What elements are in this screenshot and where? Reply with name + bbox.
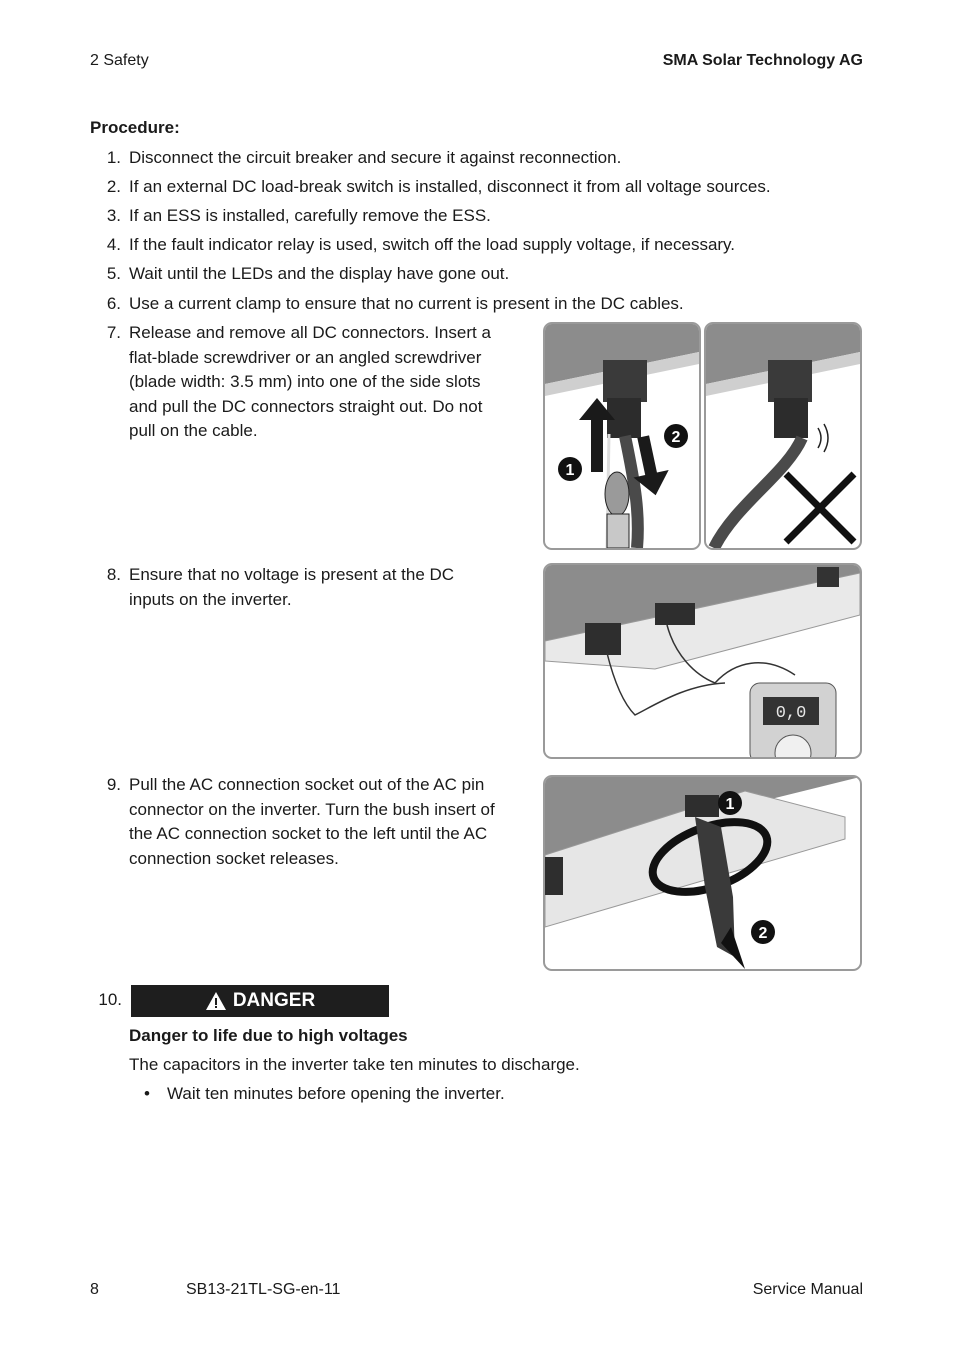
marker-2: 2 [671, 429, 681, 446]
step-line: inputs on the inverter. [129, 589, 292, 609]
bullet-icon: • [144, 1084, 150, 1103]
step-text [129, 321, 491, 444]
footer-doc-id: SB13-21TL-SG-en-11 [186, 1281, 341, 1298]
illustration-ac-socket [543, 775, 862, 971]
marker-1: 1 [725, 796, 735, 813]
header-section: 2 Safety [90, 52, 149, 69]
step-number: 2. [106, 177, 121, 196]
illustration-do-not-pull-cable [704, 322, 862, 550]
step-number: 1. [106, 148, 121, 167]
step-line: (blade width: 3.5 mm) into one of the side slots [129, 372, 481, 391]
step-number: 7. [106, 323, 121, 342]
step-number: 9. [106, 775, 121, 794]
illustration-voltage-test [543, 563, 862, 759]
step-line: connection socket releases. [129, 848, 339, 868]
marker-1: 1 [565, 462, 575, 479]
step-line: and pull the DC connectors straight out. Do not [129, 396, 483, 416]
step-text: Disconnect the circuit breaker and secure it against reconnection. [129, 148, 622, 167]
step-number: 4. [106, 235, 121, 254]
illustration-release-dc-connector [543, 322, 701, 550]
step-text: Use a current clamp to ensure that no current is present in the DC cables. [129, 294, 684, 313]
procedure-label: Procedure: [90, 118, 180, 137]
danger-label: DANGER [232, 990, 316, 1011]
danger-banner [131, 985, 389, 1017]
step-line: Ensure that no voltage is present at the DC [129, 565, 455, 584]
footer-doc-type: Service Manual [752, 1281, 863, 1298]
step-line: flat-blade screwdriver or an angled screwdriver [129, 347, 482, 367]
step-text: If an external DC load-break switch is installed, disconnect it from all voltage sources. [129, 177, 771, 196]
step-line: pull on the cable. [129, 421, 258, 440]
step-number: 6. [106, 294, 121, 313]
step-text: If the fault indicator relay is used, switch off the load supply voltage, if necessary. [129, 235, 736, 254]
danger-bullet: Wait ten minutes before opening the inverter. [167, 1084, 505, 1103]
step-line: the AC connection socket to the left until the AC [129, 824, 488, 843]
step-text: Wait until the LEDs and the display have gone out. [129, 264, 510, 283]
step-number: 10. [98, 990, 122, 1009]
step-number: 5. [106, 264, 121, 283]
marker-2: 2 [758, 925, 768, 942]
step-number: 3. [106, 206, 121, 225]
footer-page-number: 8 [90, 1281, 99, 1298]
step-line: Release and remove all DC connectors. Insert a [129, 323, 491, 342]
step-line: Pull the AC connection socket out of the AC pin [129, 775, 485, 794]
step-text: If an ESS is installed, carefully remove the ESS. [129, 206, 491, 225]
step-number: 8. [106, 565, 121, 584]
danger-body: The capacitors in the inverter take ten minutes to discharge. [129, 1055, 580, 1074]
step-text [129, 563, 454, 612]
header-company: SMA Solar Technology AG [662, 52, 863, 69]
step-text [129, 773, 495, 871]
danger-title: Danger to life due to high voltages [129, 1026, 408, 1045]
warning-triangle-icon [205, 991, 227, 1011]
step-line: connector on the inverter. Turn the bush insert of [129, 799, 495, 819]
meter-display: 0,0 [775, 704, 807, 723]
